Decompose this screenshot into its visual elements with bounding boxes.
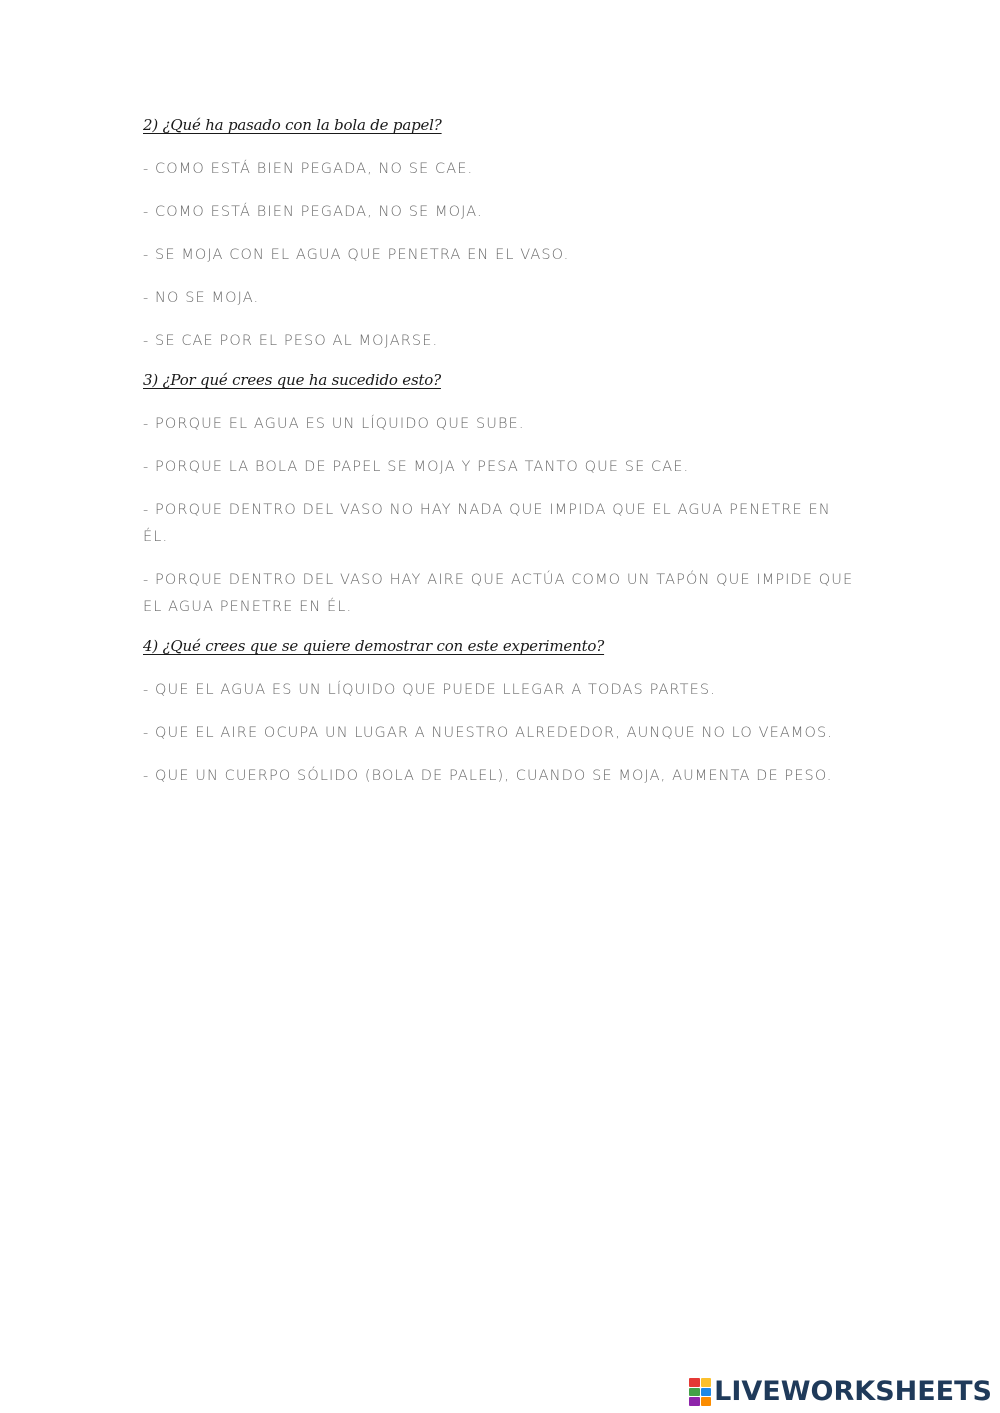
logo-block: [689, 1388, 700, 1397]
answer-option[interactable]: - PORQUE DENTRO DEL VASO HAY AIRE QUE ACTÚA COMO UN TAPÓN QUE IMPIDE QUE EL AGUA PENETRE EN ÉL.: [143, 572, 854, 615]
logo-block: [689, 1378, 700, 1387]
logo-block: [701, 1397, 712, 1406]
answer-option[interactable]: - COMO ESTÁ BIEN PEGADA, NO SE CAE.: [143, 161, 474, 177]
answer-option[interactable]: - QUE UN CUERPO SÓLIDO (BOLA DE PALEL), CUANDO SE MOJA, AUMENTA DE PESO.: [143, 768, 833, 784]
answer-option[interactable]: - PORQUE LA BOLA DE PAPEL SE MOJA Y PESA TANTO QUE SE CAE.: [143, 459, 690, 475]
answer-option[interactable]: - PORQUE DENTRO DEL VASO NO HAY NADA QUE IMPIDA QUE EL AGUA PENETRE EN ÉL.: [143, 502, 831, 545]
logo-block: [701, 1378, 712, 1387]
answer-option[interactable]: - SE CAE POR EL PESO AL MOJARSE.: [143, 333, 439, 349]
answer-option[interactable]: - NO SE MOJA.: [143, 290, 260, 306]
logo-block: [701, 1388, 712, 1397]
answer-option[interactable]: - QUE EL AGUA ES UN LÍQUIDO QUE PUEDE LLEGAR A TODAS PARTES.: [143, 682, 716, 698]
answer-option[interactable]: - SE MOJA CON EL AGUA QUE PENETRA EN EL VASO.: [143, 247, 570, 263]
question-section-4: [143, 637, 858, 790]
logo-block: [689, 1397, 700, 1406]
answer-option[interactable]: - PORQUE EL AGUA ES UN LÍQUIDO QUE SUBE.: [143, 416, 525, 432]
worksheet-content: [143, 116, 858, 806]
question-section-3: [143, 371, 858, 621]
question-2-title: 2) ¿Qué ha pasado con la bola de papel?: [143, 116, 442, 134]
question-section-2: [143, 116, 858, 355]
answer-option[interactable]: - COMO ESTÁ BIEN PEGADA, NO SE MOJA.: [143, 204, 483, 220]
logo-text: LIVEWORKSHEETS: [714, 1376, 992, 1407]
question-3-title: 3) ¿Por qué crees que ha sucedido esto?: [143, 371, 441, 389]
question-4-title: 4) ¿Qué crees que se quiere demostrar con este experimento?: [143, 637, 605, 655]
liveworksheets-logo: [689, 1375, 992, 1409]
answer-option[interactable]: - QUE EL AIRE OCUPA UN LUGAR A NUESTRO ALREDEDOR, AUNQUE NO LO VEAMOS.: [143, 725, 834, 741]
liveworksheets-logo-icon: [689, 1378, 711, 1406]
